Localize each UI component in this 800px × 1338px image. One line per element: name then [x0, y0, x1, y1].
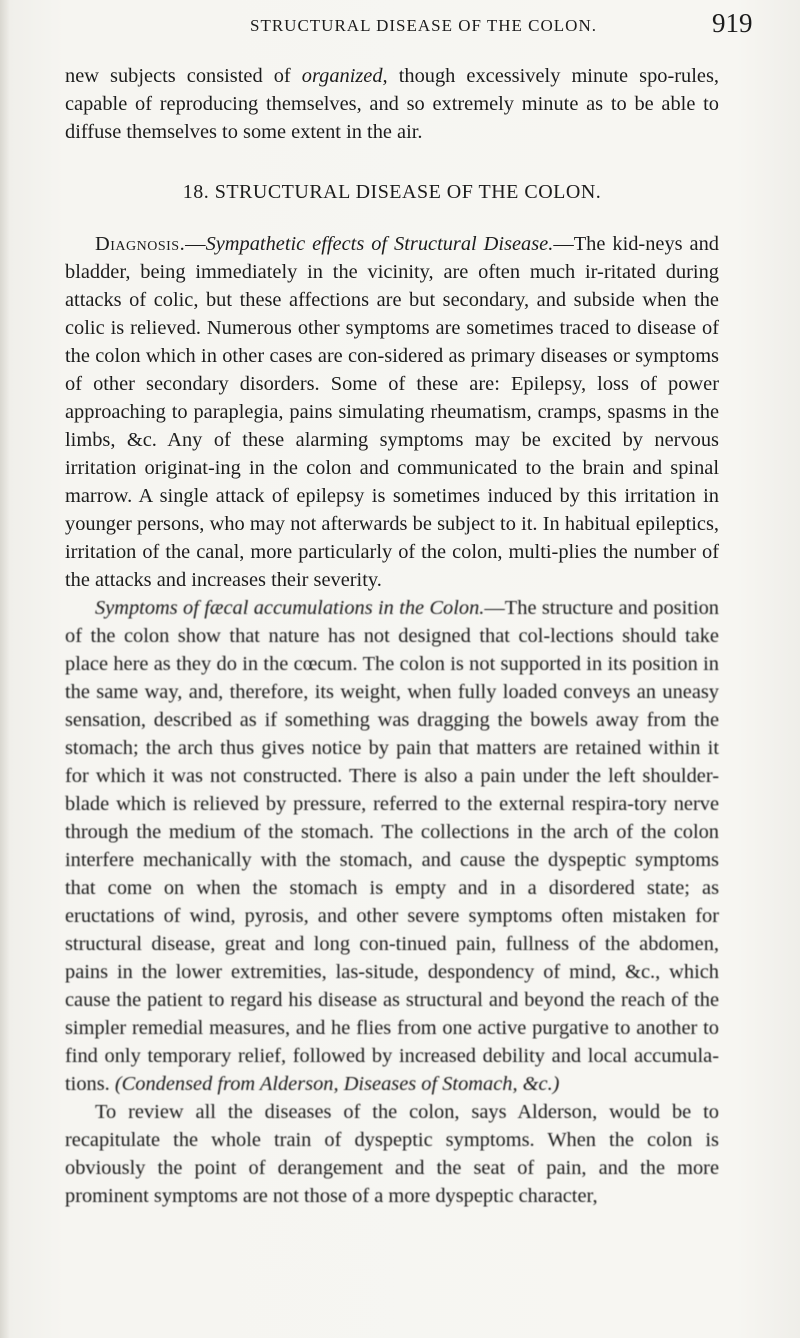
- intro-emphasis: organized,: [301, 65, 388, 87]
- page-number: 919: [712, 8, 753, 38]
- intro-text-post: though excessively minute spo-rules, capable of reproducing themselves, and so extremely minute as to be able to diffuse themselves to some extent in the air.: [65, 65, 719, 143]
- page-edge-shadow: [0, 0, 10, 1338]
- symptoms-paragraph: [65, 594, 719, 1098]
- body-text: [65, 62, 719, 1210]
- symptoms-subheading: Symptoms of fæcal accumulations in the Colon.: [95, 597, 485, 619]
- symptoms-citation: (Condensed from Alderson, Diseases of Stomach, &c.): [114, 1073, 560, 1095]
- diagnosis-subheading: Sympathetic effects of Structural Disease.: [205, 233, 554, 255]
- review-paragraph: [65, 1098, 719, 1210]
- diagnosis-lead: Diagnosis.: [95, 233, 186, 255]
- diagnosis-dash: —: [185, 233, 206, 255]
- review-text: To review all the diseases of the colon, says Alderson, would be to recapitulate the whole train of dyspeptic symptoms. When the colon is obviously the point of derangement and the seat of pain, and the more prominent symptoms are not those of a more dyspeptic character,: [65, 1101, 719, 1207]
- intro-paragraph: [65, 62, 719, 146]
- section-heading: 18. STRUCTURAL DISEASE OF THE COLON.: [182, 181, 602, 203]
- diagnosis-paragraph: [65, 230, 719, 594]
- diagnosis-text: —The kid-neys and bladder, being immediately in the vicinity, are often much ir-ritated during attacks of colic, but these affections are but secondary, and subside when the colic is relieved. Numerous other symptoms are sometimes traced to disease of the colon which in other cases are con-sidered as primary diseases or symptoms of other secondary disorders. Some of these are: Epilepsy, loss of power approaching to paraplegia, pains simulating rheumatism, cramps, spasms in the limbs, &c. Any of these alarming symptoms may be excited by nervous irritation originat-ing in the colon and communicated to the brain and spinal marrow. A single attack of epilepsy is sometimes induced by this irritation in younger persons, who may not afterwards be subject to it. In habitual epileptics, irritation of the canal, more particularly of the colon, multi-plies the number of the attacks and increases their severity.: [65, 233, 719, 591]
- symptoms-text: —The structure and position of the colon show that nature has not designed that col-lections should take place here as they do in the cœcum. The colon is not supported in its position in the same way, and, therefore, its weight, when fully loaded conveys an uneasy sensation, described as if something was dragging the bowels away from the stomach; the arch thus gives notice by pain that matters are retained within it for which it was not constructed. There is also a pain under the left shoulder-blade which is relieved by pressure, referred to the external respira-tory nerve through the medium of the stomach. The collections in the arch of the colon interfere mechanically with the stomach, and cause the dyspeptic symptoms that come on when the stomach is empty and in a disordered state; as eructations of wind, pyrosis, and other severe symptoms often mistaken for structural disease, great and long con-tinued pain, fullness of the abdomen, pains in the lower extremities, las-situde, despondency of mind, &c., which cause the patient to regard his disease as structural and beyond the reach of the simpler remedial measures, and he flies from one active purgative to another to find only temporary relief, followed by increased debility and local accumula-tions.: [65, 597, 720, 1095]
- running-title: STRUCTURAL DISEASE OF THE COLON.: [250, 16, 597, 35]
- intro-text-pre: new subjects consisted of: [65, 65, 302, 87]
